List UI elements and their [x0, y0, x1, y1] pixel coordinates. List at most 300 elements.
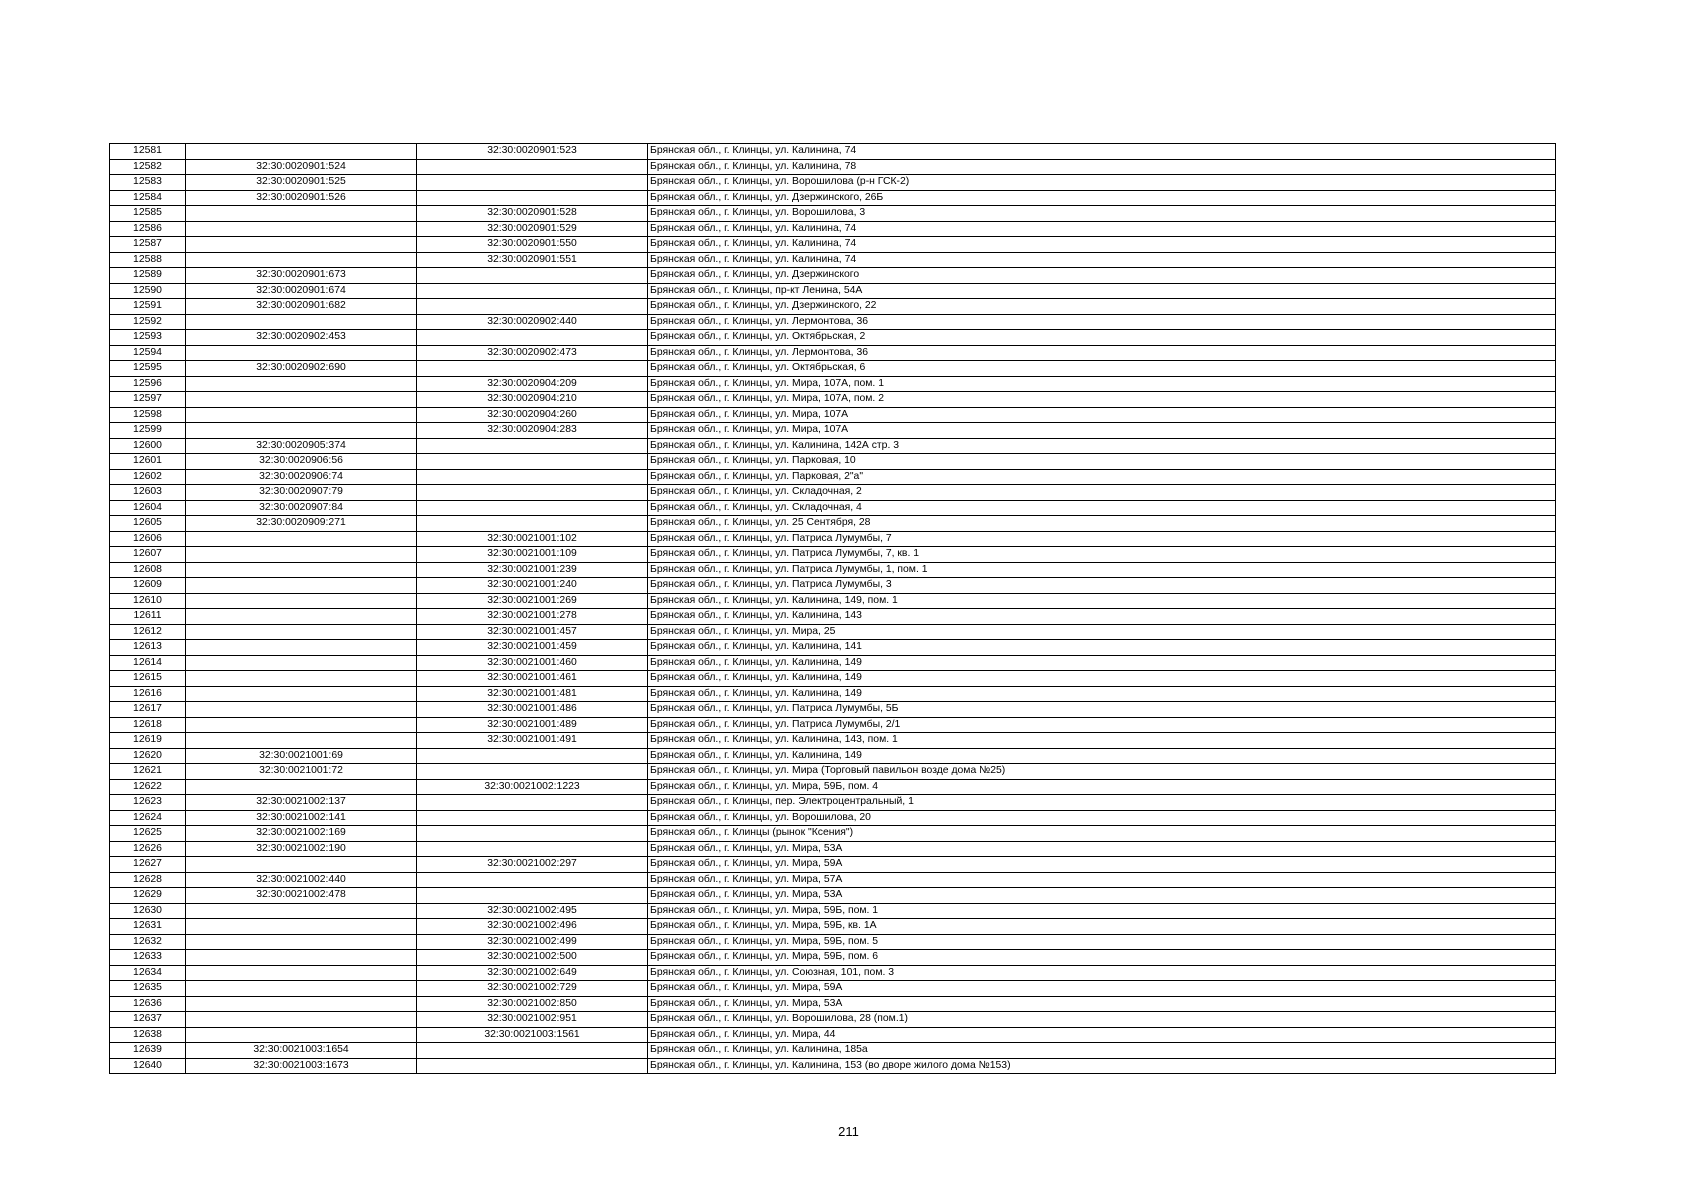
registry-table-body	[110, 144, 1556, 1074]
cadastral-number-cell	[186, 593, 417, 609]
cadastral-number-alt-cell: 32:30:0020904:210	[417, 392, 648, 408]
table-row	[110, 903, 1556, 919]
cadastral-number-alt-cell: 32:30:0021002:850	[417, 996, 648, 1012]
address-cell: Брянская обл., г. Клинцы, ул. Калинина, 74	[648, 221, 1556, 237]
row-number-cell: 12619	[110, 733, 186, 749]
address-cell: Брянская обл., г. Клинцы, ул. Мира, 107А, пом. 2	[648, 392, 1556, 408]
row-number-cell: 12599	[110, 423, 186, 439]
row-number-cell: 12590	[110, 283, 186, 299]
cadastral-number-alt-cell: 32:30:0020902:440	[417, 314, 648, 330]
cadastral-number-alt-cell	[417, 841, 648, 857]
table-row	[110, 392, 1556, 408]
cadastral-number-cell	[186, 857, 417, 873]
table-row	[110, 330, 1556, 346]
row-number-cell: 12581	[110, 144, 186, 160]
address-cell: Брянская обл., г. Клинцы (рынок "Ксения")	[648, 826, 1556, 842]
table-row	[110, 826, 1556, 842]
table-row	[110, 175, 1556, 191]
address-cell: Брянская обл., г. Клинцы, ул. Калинина, 141	[648, 640, 1556, 656]
cadastral-number-alt-cell: 32:30:0021001:240	[417, 578, 648, 594]
cadastral-number-cell	[186, 578, 417, 594]
address-cell: Брянская обл., г. Клинцы, ул. Парковая, 10	[648, 454, 1556, 470]
row-number-cell: 12600	[110, 438, 186, 454]
address-cell: Брянская обл., г. Клинцы, ул. Мира, 59Б, пом. 4	[648, 779, 1556, 795]
table-row	[110, 423, 1556, 439]
cadastral-number-cell: 32:30:0020909:271	[186, 516, 417, 532]
address-cell: Брянская обл., г. Клинцы, ул. Калинина, 149	[648, 748, 1556, 764]
table-row	[110, 407, 1556, 423]
row-number-cell: 12611	[110, 609, 186, 625]
cadastral-number-cell: 32:30:0020907:79	[186, 485, 417, 501]
cadastral-number-alt-cell: 32:30:0021002:499	[417, 934, 648, 950]
cadastral-number-alt-cell: 32:30:0021001:239	[417, 562, 648, 578]
row-number-cell: 12622	[110, 779, 186, 795]
table-row	[110, 299, 1556, 315]
registry-table	[109, 143, 1556, 1074]
table-row	[110, 779, 1556, 795]
cadastral-number-alt-cell: 32:30:0021001:481	[417, 686, 648, 702]
table-row	[110, 438, 1556, 454]
address-cell: Брянская обл., г. Клинцы, ул. Складочная, 4	[648, 500, 1556, 516]
row-number-cell: 12585	[110, 206, 186, 222]
cadastral-number-alt-cell: 32:30:0021002:495	[417, 903, 648, 919]
cadastral-number-cell	[186, 221, 417, 237]
cadastral-number-alt-cell	[417, 299, 648, 315]
cadastral-number-alt-cell	[417, 795, 648, 811]
cadastral-number-alt-cell	[417, 361, 648, 377]
cadastral-number-cell	[186, 547, 417, 563]
address-cell: Брянская обл., г. Клинцы, ул. Калинина, 149	[648, 686, 1556, 702]
row-number-cell: 12598	[110, 407, 186, 423]
row-number-cell: 12625	[110, 826, 186, 842]
address-cell: Брянская обл., г. Клинцы, ул. Мира, 53А	[648, 841, 1556, 857]
cadastral-number-cell	[186, 144, 417, 160]
row-number-cell: 12606	[110, 531, 186, 547]
cadastral-number-alt-cell: 32:30:0021002:297	[417, 857, 648, 873]
address-cell: Брянская обл., г. Клинцы, ул. 25 Сентября, 28	[648, 516, 1556, 532]
table-row	[110, 500, 1556, 516]
cadastral-number-alt-cell	[417, 500, 648, 516]
row-number-cell: 12603	[110, 485, 186, 501]
row-number-cell: 12623	[110, 795, 186, 811]
cadastral-number-alt-cell: 32:30:0020904:209	[417, 376, 648, 392]
cadastral-number-alt-cell	[417, 438, 648, 454]
cadastral-number-cell: 32:30:0021001:69	[186, 748, 417, 764]
table-row	[110, 888, 1556, 904]
address-cell: Брянская обл., г. Клинцы, ул. Парковая, 2"а"	[648, 469, 1556, 485]
row-number-cell: 12629	[110, 888, 186, 904]
cadastral-number-alt-cell: 32:30:0020901:529	[417, 221, 648, 237]
cadastral-number-cell: 32:30:0020907:84	[186, 500, 417, 516]
table-row	[110, 314, 1556, 330]
address-cell: Брянская обл., г. Клинцы, ул. Мира, 59А	[648, 981, 1556, 997]
cadastral-number-alt-cell: 32:30:0021002:496	[417, 919, 648, 935]
cadastral-number-alt-cell	[417, 888, 648, 904]
address-cell: Брянская обл., г. Клинцы, ул. Мира (Торговый павильон возде дома №25)	[648, 764, 1556, 780]
table-row	[110, 655, 1556, 671]
table-row	[110, 593, 1556, 609]
address-cell: Брянская обл., г. Клинцы, ул. Октябрьская, 6	[648, 361, 1556, 377]
row-number-cell: 12614	[110, 655, 186, 671]
address-cell: Брянская обл., г. Клинцы, ул. Патриса Лумумбы, 3	[648, 578, 1556, 594]
cadastral-number-cell	[186, 1027, 417, 1043]
table-row	[110, 1027, 1556, 1043]
cadastral-number-cell	[186, 392, 417, 408]
address-cell: Брянская обл., г. Клинцы, ул. Калинина, 143	[648, 609, 1556, 625]
cadastral-number-alt-cell: 32:30:0021001:278	[417, 609, 648, 625]
cadastral-number-alt-cell	[417, 469, 648, 485]
row-number-cell: 12583	[110, 175, 186, 191]
cadastral-number-cell: 32:30:0021002:190	[186, 841, 417, 857]
table-row	[110, 841, 1556, 857]
table-row	[110, 144, 1556, 160]
cadastral-number-alt-cell: 32:30:0021001:460	[417, 655, 648, 671]
row-number-cell: 12621	[110, 764, 186, 780]
cadastral-number-alt-cell	[417, 826, 648, 842]
table-row	[110, 268, 1556, 284]
address-cell: Брянская обл., г. Клинцы, ул. Калинина, 149, пом. 1	[648, 593, 1556, 609]
cadastral-number-cell: 32:30:0020901:524	[186, 159, 417, 175]
row-number-cell: 12592	[110, 314, 186, 330]
cadastral-number-cell: 32:30:0021003:1673	[186, 1058, 417, 1074]
address-cell: Брянская обл., г. Клинцы, ул. Мира, 59Б, кв. 1А	[648, 919, 1556, 935]
table-row	[110, 686, 1556, 702]
cadastral-number-cell: 32:30:0021002:440	[186, 872, 417, 888]
table-row	[110, 190, 1556, 206]
table-row	[110, 361, 1556, 377]
cadastral-number-alt-cell	[417, 516, 648, 532]
cadastral-number-cell	[186, 981, 417, 997]
row-number-cell: 12584	[110, 190, 186, 206]
table-row	[110, 624, 1556, 640]
cadastral-number-alt-cell: 32:30:0021001:457	[417, 624, 648, 640]
address-cell: Брянская обл., г. Клинцы, ул. Дзержинского, 22	[648, 299, 1556, 315]
cadastral-number-cell	[186, 206, 417, 222]
address-cell: Брянская обл., г. Клинцы, ул. Калинина, 74	[648, 237, 1556, 253]
address-cell: Брянская обл., г. Клинцы, ул. Калинина, 74	[648, 144, 1556, 160]
address-cell: Брянская обл., г. Клинцы, ул. Калинина, 142А стр. 3	[648, 438, 1556, 454]
cadastral-number-alt-cell	[417, 1043, 648, 1059]
cadastral-number-cell	[186, 252, 417, 268]
table-row	[110, 919, 1556, 935]
address-cell: Брянская обл., г. Клинцы, ул. Патриса Лумумбы, 5Б	[648, 702, 1556, 718]
row-number-cell: 12636	[110, 996, 186, 1012]
cadastral-number-cell	[186, 640, 417, 656]
table-row	[110, 283, 1556, 299]
address-cell: Брянская обл., г. Клинцы, ул. Мира, 53А	[648, 996, 1556, 1012]
address-cell: Брянская обл., г. Клинцы, ул. Мира, 107А	[648, 407, 1556, 423]
row-number-cell: 12616	[110, 686, 186, 702]
table-row	[110, 252, 1556, 268]
table-row	[110, 485, 1556, 501]
row-number-cell: 12628	[110, 872, 186, 888]
address-cell: Брянская обл., г. Клинцы, ул. Ворошилова, 28 (пом.1)	[648, 1012, 1556, 1028]
cadastral-number-cell: 32:30:0020906:56	[186, 454, 417, 470]
table-row	[110, 531, 1556, 547]
cadastral-number-cell	[186, 717, 417, 733]
cadastral-number-alt-cell: 32:30:0020901:528	[417, 206, 648, 222]
address-cell: Брянская обл., г. Клинцы, ул. Калинина, 78	[648, 159, 1556, 175]
cadastral-number-cell	[186, 686, 417, 702]
row-number-cell: 12640	[110, 1058, 186, 1074]
table-row	[110, 206, 1556, 222]
address-cell: Брянская обл., г. Клинцы, пер. Электроцентральный, 1	[648, 795, 1556, 811]
address-cell: Брянская обл., г. Клинцы, ул. Лермонтова, 36	[648, 314, 1556, 330]
cadastral-number-cell	[186, 733, 417, 749]
cadastral-number-alt-cell: 32:30:0021001:459	[417, 640, 648, 656]
table-row	[110, 981, 1556, 997]
table-row	[110, 717, 1556, 733]
cadastral-number-alt-cell: 32:30:0021003:1561	[417, 1027, 648, 1043]
cadastral-number-cell: 32:30:0020905:374	[186, 438, 417, 454]
table-row	[110, 795, 1556, 811]
cadastral-number-cell	[186, 934, 417, 950]
cadastral-number-alt-cell: 32:30:0021002:500	[417, 950, 648, 966]
row-number-cell: 12638	[110, 1027, 186, 1043]
row-number-cell: 12597	[110, 392, 186, 408]
row-number-cell: 12610	[110, 593, 186, 609]
address-cell: Брянская обл., г. Клинцы, ул. Октябрьская, 2	[648, 330, 1556, 346]
address-cell: Брянская обл., г. Клинцы, ул. Мира, 57А	[648, 872, 1556, 888]
cadastral-number-alt-cell	[417, 485, 648, 501]
cadastral-number-cell	[186, 655, 417, 671]
cadastral-number-alt-cell	[417, 872, 648, 888]
row-number-cell: 12624	[110, 810, 186, 826]
row-number-cell: 12637	[110, 1012, 186, 1028]
table-row	[110, 578, 1556, 594]
address-cell: Брянская обл., г. Клинцы, ул. Мира, 59Б, пом. 5	[648, 934, 1556, 950]
row-number-cell: 12615	[110, 671, 186, 687]
cadastral-number-cell	[186, 996, 417, 1012]
cadastral-number-alt-cell: 32:30:0021001:102	[417, 531, 648, 547]
cadastral-number-cell: 32:30:0020906:74	[186, 469, 417, 485]
address-cell: Брянская обл., г. Клинцы, ул. Мира, 59Б, пом. 6	[648, 950, 1556, 966]
row-number-cell: 12595	[110, 361, 186, 377]
cadastral-number-alt-cell: 32:30:0021001:489	[417, 717, 648, 733]
cadastral-number-cell: 32:30:0021002:169	[186, 826, 417, 842]
table-row	[110, 609, 1556, 625]
cadastral-number-cell: 32:30:0020901:526	[186, 190, 417, 206]
row-number-cell: 12593	[110, 330, 186, 346]
cadastral-number-alt-cell: 32:30:0021002:1223	[417, 779, 648, 795]
table-row	[110, 562, 1556, 578]
table-row	[110, 872, 1556, 888]
cadastral-number-cell: 32:30:0021002:478	[186, 888, 417, 904]
cadastral-number-cell	[186, 702, 417, 718]
address-cell: Брянская обл., г. Клинцы, ул. Ворошилова, 20	[648, 810, 1556, 826]
cadastral-number-alt-cell	[417, 748, 648, 764]
row-number-cell: 12639	[110, 1043, 186, 1059]
row-number-cell: 12602	[110, 469, 186, 485]
table-row	[110, 996, 1556, 1012]
address-cell: Брянская обл., г. Клинцы, ул. Мира, 53А	[648, 888, 1556, 904]
cadastral-number-alt-cell: 32:30:0021001:109	[417, 547, 648, 563]
table-row	[110, 671, 1556, 687]
row-number-cell: 12632	[110, 934, 186, 950]
cadastral-number-alt-cell: 32:30:0021001:269	[417, 593, 648, 609]
cadastral-number-cell	[186, 407, 417, 423]
cadastral-number-cell: 32:30:0021003:1654	[186, 1043, 417, 1059]
cadastral-number-cell	[186, 609, 417, 625]
row-number-cell: 12635	[110, 981, 186, 997]
table-row	[110, 857, 1556, 873]
address-cell: Брянская обл., г. Клинцы, ул. Калинина, 149	[648, 671, 1556, 687]
table-row	[110, 810, 1556, 826]
address-cell: Брянская обл., г. Клинцы, ул. Калинина, 74	[648, 252, 1556, 268]
table-row	[110, 934, 1556, 950]
address-cell: Брянская обл., г. Клинцы, ул. Союзная, 101, пом. 3	[648, 965, 1556, 981]
address-cell: Брянская обл., г. Клинцы, ул. Ворошилова, 3	[648, 206, 1556, 222]
table-row	[110, 376, 1556, 392]
cadastral-number-alt-cell: 32:30:0021001:491	[417, 733, 648, 749]
cadastral-number-cell: 32:30:0020901:673	[186, 268, 417, 284]
cadastral-number-alt-cell	[417, 1058, 648, 1074]
address-cell: Брянская обл., г. Клинцы, ул. Складочная, 2	[648, 485, 1556, 501]
cadastral-number-cell	[186, 345, 417, 361]
address-cell: Брянская обл., г. Клинцы, ул. Калинина, 153 (во дворе жилого дома №153)	[648, 1058, 1556, 1074]
address-cell: Брянская обл., г. Клинцы, ул. Мира, 25	[648, 624, 1556, 640]
cadastral-number-alt-cell: 32:30:0021001:461	[417, 671, 648, 687]
address-cell: Брянская обл., г. Клинцы, ул. Ворошилова (р-н ГСК-2)	[648, 175, 1556, 191]
table-row	[110, 221, 1556, 237]
table-row	[110, 345, 1556, 361]
row-number-cell: 12627	[110, 857, 186, 873]
row-number-cell: 12626	[110, 841, 186, 857]
table-row	[110, 702, 1556, 718]
table-row	[110, 547, 1556, 563]
cadastral-number-alt-cell	[417, 764, 648, 780]
cadastral-number-cell	[186, 779, 417, 795]
table-row	[110, 1058, 1556, 1074]
cadastral-number-cell	[186, 562, 417, 578]
table-row	[110, 733, 1556, 749]
address-cell: Брянская обл., г. Клинцы, ул. Дзержинского, 26Б	[648, 190, 1556, 206]
address-cell: Брянская обл., г. Клинцы, ул. Мира, 107А, пом. 1	[648, 376, 1556, 392]
address-cell: Брянская обл., г. Клинцы, ул. Калинина, 143, пом. 1	[648, 733, 1556, 749]
cadastral-number-cell	[186, 671, 417, 687]
cadastral-number-alt-cell	[417, 283, 648, 299]
address-cell: Брянская обл., г. Клинцы, ул. Дзержинского	[648, 268, 1556, 284]
cadastral-number-alt-cell: 32:30:0020904:260	[417, 407, 648, 423]
cadastral-number-alt-cell: 32:30:0020904:283	[417, 423, 648, 439]
address-cell: Брянская обл., г. Клинцы, ул. Патриса Лумумбы, 7	[648, 531, 1556, 547]
cadastral-number-cell: 32:30:0020901:525	[186, 175, 417, 191]
row-number-cell: 12587	[110, 237, 186, 253]
cadastral-number-alt-cell	[417, 330, 648, 346]
row-number-cell: 12613	[110, 640, 186, 656]
address-cell: Брянская обл., г. Клинцы, ул. Патриса Лумумбы, 7, кв. 1	[648, 547, 1556, 563]
table-row	[110, 965, 1556, 981]
address-cell: Брянская обл., г. Клинцы, ул. Мира, 59А	[648, 857, 1556, 873]
address-cell: Брянская обл., г. Клинцы, ул. Патриса Лумумбы, 1, пом. 1	[648, 562, 1556, 578]
address-cell: Брянская обл., г. Клинцы, ул. Лермонтова, 36	[648, 345, 1556, 361]
table-row	[110, 640, 1556, 656]
table-row	[110, 159, 1556, 175]
row-number-cell: 12594	[110, 345, 186, 361]
row-number-cell: 12604	[110, 500, 186, 516]
row-number-cell: 12586	[110, 221, 186, 237]
row-number-cell: 12596	[110, 376, 186, 392]
cadastral-number-alt-cell	[417, 268, 648, 284]
table-row	[110, 516, 1556, 532]
address-cell: Брянская обл., г. Клинцы, ул. Мира, 44	[648, 1027, 1556, 1043]
address-cell: Брянская обл., г. Клинцы, пр-кт Ленина, 54А	[648, 283, 1556, 299]
cadastral-number-alt-cell	[417, 159, 648, 175]
row-number-cell: 12605	[110, 516, 186, 532]
cadastral-number-alt-cell: 32:30:0020902:473	[417, 345, 648, 361]
address-cell: Брянская обл., г. Клинцы, ул. Мира, 59Б, пом. 1	[648, 903, 1556, 919]
table-row	[110, 454, 1556, 470]
table-row	[110, 469, 1556, 485]
cadastral-number-cell: 32:30:0020901:682	[186, 299, 417, 315]
table-row	[110, 748, 1556, 764]
row-number-cell: 12612	[110, 624, 186, 640]
row-number-cell: 12609	[110, 578, 186, 594]
row-number-cell: 12618	[110, 717, 186, 733]
row-number-cell: 12634	[110, 965, 186, 981]
address-cell: Брянская обл., г. Клинцы, ул. Патриса Лумумбы, 2/1	[648, 717, 1556, 733]
cadastral-number-cell	[186, 1012, 417, 1028]
row-number-cell: 12588	[110, 252, 186, 268]
cadastral-number-alt-cell: 32:30:0021001:486	[417, 702, 648, 718]
cadastral-number-alt-cell: 32:30:0021002:729	[417, 981, 648, 997]
address-cell: Брянская обл., г. Клинцы, ул. Калинина, 185а	[648, 1043, 1556, 1059]
address-cell: Брянская обл., г. Клинцы, ул. Мира, 107А	[648, 423, 1556, 439]
table-row	[110, 1012, 1556, 1028]
row-number-cell: 12631	[110, 919, 186, 935]
cadastral-number-alt-cell	[417, 810, 648, 826]
cadastral-number-alt-cell: 32:30:0020901:550	[417, 237, 648, 253]
row-number-cell: 12620	[110, 748, 186, 764]
cadastral-number-alt-cell: 32:30:0021002:649	[417, 965, 648, 981]
row-number-cell: 12630	[110, 903, 186, 919]
row-number-cell: 12607	[110, 547, 186, 563]
cadastral-number-cell: 32:30:0021002:141	[186, 810, 417, 826]
row-number-cell: 12608	[110, 562, 186, 578]
cadastral-number-cell: 32:30:0020901:674	[186, 283, 417, 299]
page-number: 211	[838, 1124, 859, 1139]
cadastral-number-cell: 32:30:0021002:137	[186, 795, 417, 811]
address-cell: Брянская обл., г. Клинцы, ул. Калинина, 149	[648, 655, 1556, 671]
cadastral-number-alt-cell: 32:30:0020901:523	[417, 144, 648, 160]
cadastral-number-cell	[186, 950, 417, 966]
row-number-cell: 12589	[110, 268, 186, 284]
row-number-cell: 12582	[110, 159, 186, 175]
row-number-cell: 12601	[110, 454, 186, 470]
cadastral-number-cell	[186, 314, 417, 330]
row-number-cell: 12591	[110, 299, 186, 315]
cadastral-number-cell	[186, 423, 417, 439]
cadastral-number-cell: 32:30:0020902:453	[186, 330, 417, 346]
cadastral-number-alt-cell	[417, 175, 648, 191]
cadastral-number-alt-cell	[417, 190, 648, 206]
cadastral-number-alt-cell: 32:30:0021002:951	[417, 1012, 648, 1028]
cadastral-number-cell	[186, 237, 417, 253]
cadastral-number-alt-cell	[417, 454, 648, 470]
cadastral-number-cell	[186, 903, 417, 919]
row-number-cell: 12617	[110, 702, 186, 718]
cadastral-number-alt-cell: 32:30:0020901:551	[417, 252, 648, 268]
table-row	[110, 950, 1556, 966]
row-number-cell: 12633	[110, 950, 186, 966]
cadastral-number-cell: 32:30:0021001:72	[186, 764, 417, 780]
cadastral-number-cell: 32:30:0020902:690	[186, 361, 417, 377]
cadastral-number-cell	[186, 531, 417, 547]
table-row	[110, 237, 1556, 253]
cadastral-number-cell	[186, 376, 417, 392]
table-row	[110, 1043, 1556, 1059]
cadastral-number-cell	[186, 919, 417, 935]
